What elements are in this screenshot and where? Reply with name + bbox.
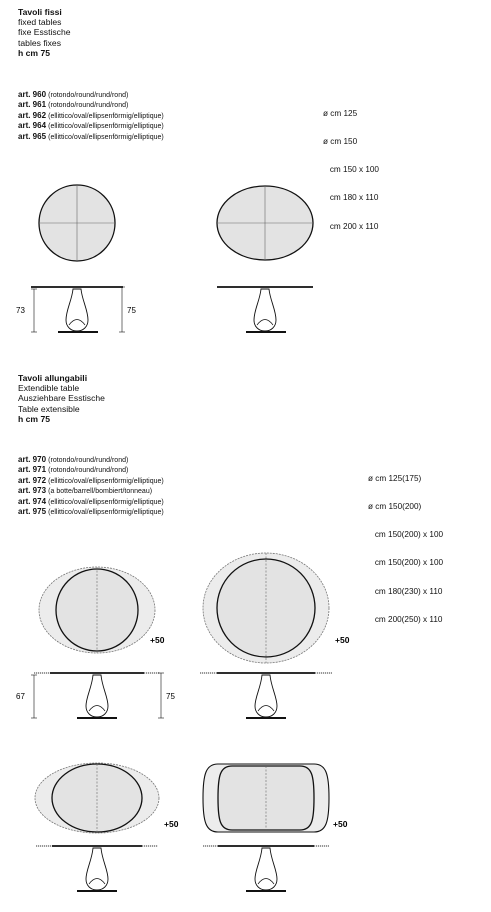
art-desc: (ellittico/oval/ellipsenförmig/elliptique) (48, 112, 164, 120)
art-number: art. 973 (18, 486, 47, 496)
art-desc: (a botte/barrell/bombiert/tonneau) (48, 488, 153, 496)
dimension-label-75: 75 (166, 692, 175, 701)
art-number: art. 974 (18, 496, 47, 506)
art-number: art. 971 (18, 465, 47, 475)
dimension-value: cm 150 x 100 (323, 165, 379, 175)
art-desc: (rotondo/round/rund/rond) (48, 92, 129, 99)
art-number: art. 960 (18, 90, 47, 99)
extendible-name-en: Extendible table (18, 383, 80, 394)
dimension-label-75: 75 (127, 306, 136, 315)
art-number: art. 962 (18, 110, 47, 120)
extension-label: +50 (150, 635, 165, 645)
art-number: art. 972 (18, 475, 47, 485)
dimension-value: cm 180 x 110 (323, 193, 379, 203)
extendible-barrel-top-view (203, 764, 348, 832)
fixed-name-de: fixe Esstische (18, 27, 71, 38)
dimension-value: cm 150(200) x 100 (368, 530, 444, 540)
dimension-value: cm 200 x 110 (323, 221, 379, 231)
extendible-name-fr: Table extensible (18, 403, 80, 414)
extension-label: +50 (333, 819, 348, 829)
extendible-side-view-bottom-right (203, 846, 329, 891)
extendible-side-view-left (16, 673, 175, 718)
extendible-height: h cm 75 (18, 413, 51, 424)
extendible-oval-top-view (35, 763, 179, 833)
dimension-value: ø cm 150(200) (368, 502, 422, 512)
extendible-side-view-bottom-left (36, 846, 158, 891)
extendible-title: Tavoli allungabili (18, 373, 88, 383)
art-number: art. 965 (18, 131, 47, 141)
art-number: art. 970 (18, 455, 47, 464)
extendible-side-view-right (200, 673, 332, 718)
fixed-side-view-left (16, 287, 136, 332)
art-desc: (ellittico/oval/ellipsenförmig/elliptique) (48, 477, 164, 485)
art-desc: (rotondo/round/rund/rond) (48, 102, 129, 110)
dimension-value: cm 200(250) x 110 (368, 614, 443, 624)
fixed-title: Tavoli fissi (18, 7, 62, 17)
art-number: art. 975 (18, 507, 47, 517)
extendible-large-round-top-view (203, 553, 350, 663)
extension-label: +50 (164, 819, 179, 829)
art-desc: (rotondo/round/rund/rond) (48, 467, 129, 475)
art-number: art. 961 (18, 100, 47, 110)
art-number: art. 964 (18, 121, 47, 131)
dimension-value: cm 150(200) x 100 (368, 558, 444, 568)
oval-table-top-view (217, 186, 313, 260)
fixed-name-en: fixed tables (18, 17, 62, 28)
dimension-value: ø cm 125(175) (368, 473, 422, 483)
dimension-label-73: 73 (16, 306, 25, 315)
dimension-label-67: 67 (16, 692, 25, 701)
extendible-name-de: Ausziehbare Esstische (18, 393, 105, 404)
round-table-top-view (39, 185, 115, 261)
fixed-height: h cm 75 (18, 47, 51, 58)
art-desc: (ellittico/oval/ellipsenförmig/elliptique) (48, 509, 164, 517)
fixed-side-view-right (217, 287, 313, 332)
dimension-value: ø cm 125 (323, 108, 358, 118)
art-desc: (ellittico/oval/ellipsenförmig/elliptique) (48, 133, 164, 141)
art-desc: (ellittico/oval/ellipsenförmig/elliptique) (48, 498, 164, 506)
fixed-name-fr: tables fixes (18, 37, 61, 48)
art-desc: (ellittico/oval/ellipsenförmig/elliptique) (48, 123, 164, 131)
extension-label: +50 (335, 635, 350, 645)
dimension-value: cm 180(230) x 110 (368, 586, 443, 596)
dimension-value: ø cm 150 (323, 137, 358, 147)
art-desc: (rotondo/round/rund/rond) (48, 457, 129, 464)
extendible-round-top-view (39, 567, 165, 653)
